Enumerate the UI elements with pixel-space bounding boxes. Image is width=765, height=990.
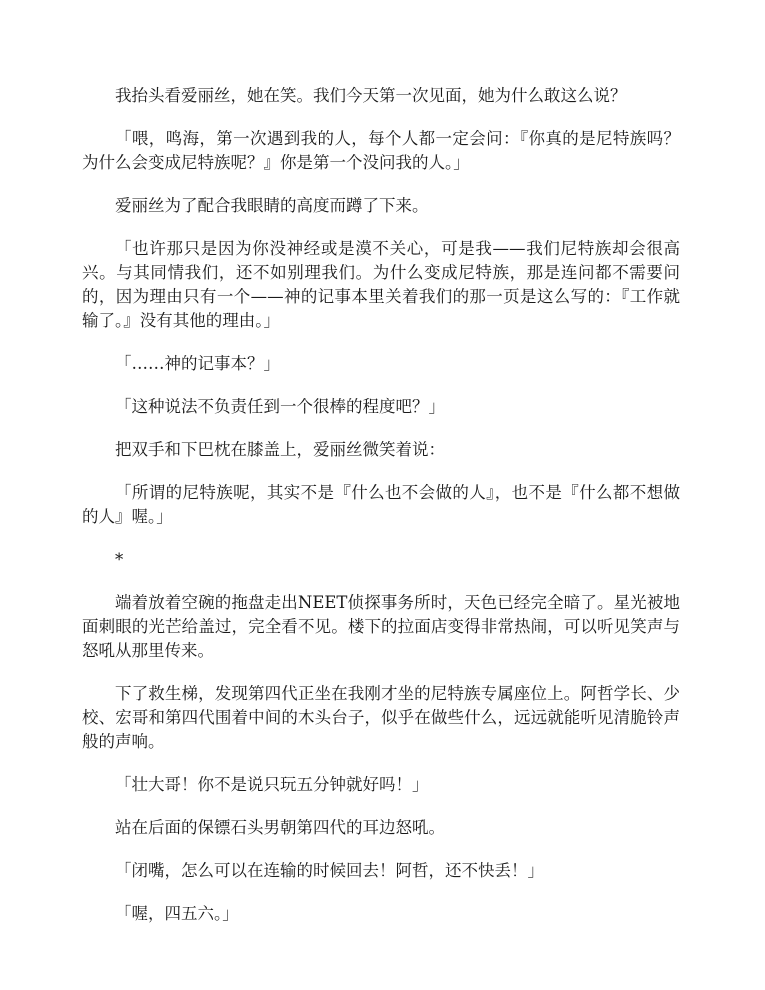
paragraph-9: 端着放着空碗的拖盘走出NEET侦探事务所时，天色已经完全暗了。星光被地面刺眼的光芒给盖过，完全看不见。楼下的拉面店变得非常热闹，可以听见笑声与怒吼从那里传来。 [82, 593, 680, 660]
paragraph-5: 「……神的记事本？」 [115, 354, 280, 373]
paragraph-3: 爱丽丝为了配合我眼睛的高度而蹲了下来。 [115, 196, 429, 215]
paragraph-2: 「喂，鸣海，第一次遇到我的人，每个人都一定会问：『你真的是尼特族吗？为什么会变成尼特族呢？』你是第一个没问我的人。」 [82, 129, 680, 172]
document-page [82, 84, 680, 945]
paragraph-1: 我抬头看爱丽丝，她在笑。我们今天第一次见面，她为什么敢这么说？ [115, 86, 627, 105]
paragraph-13: 「闭嘴，怎么可以在连输的时候回去！阿哲，还不快丢！」 [115, 861, 544, 880]
paragraph-10: 下了救生梯，发现第四代正坐在我刚才坐的尼特族专属座位上。阿哲学长、少校、宏哥和第四代围着中间的木头台子，似乎在做些什么，远远就能听见清脆铃声般的声响。 [82, 684, 680, 751]
paragraph-11: 「壮大哥！你不是说只玩五分钟就好吗！」 [115, 775, 429, 794]
paragraph-7: 把双手和下巴枕在膝盖上，爱丽丝微笑着说： [115, 440, 445, 459]
paragraph-8: 「所谓的尼特族呢，其实不是『什么也不会做的人』，也不是『什么都不想做的人』喔。」 [82, 483, 680, 526]
paragraph-4: 「也许那只是因为你没神经或是漠不关心，可是我——我们尼特族却会很高兴。与其同情我们，还不如别理我们。为什么变成尼特族，那是连问都不需要问的，因为理由只有一个——神的记事本里关着我们的那一页是这么写的：『工作就输了。』没有其他的理由。」 [82, 239, 680, 330]
paragraph-6: 「这种说法不负责任到一个很棒的程度吧？」 [115, 397, 445, 416]
section-break: * [115, 550, 124, 569]
paragraph-14: 「喔，四五六。」 [115, 904, 239, 923]
paragraph-12: 站在后面的保镖石头男朝第四代的耳边怒吼。 [115, 818, 445, 837]
